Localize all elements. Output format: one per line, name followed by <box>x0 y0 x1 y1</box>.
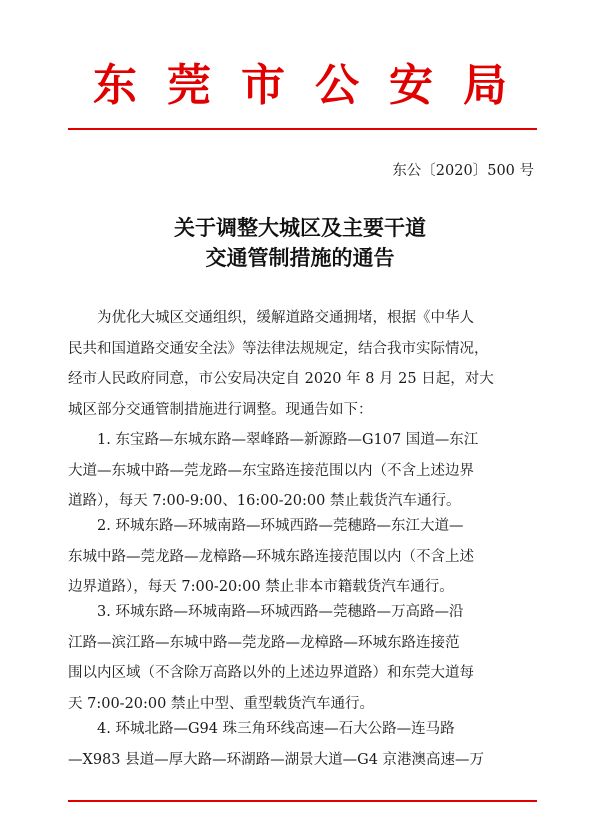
text-line: 天 7:00-20:00 禁止中型、重型载货汽车通行。 <box>68 695 374 712</box>
text-line: 围以内区域（不含除万高路以外的上述边界道路）和东莞大道每 <box>68 665 474 681</box>
document-number: 东公〔2020〕500 号 <box>392 163 534 179</box>
item-4-paragraph <box>68 714 541 775</box>
item-3-paragraph <box>68 597 541 719</box>
text-line: 4. 环城北路—G94 珠三角环线高速—石大公路—连马路 <box>68 721 455 737</box>
text-line: 道路），每天 7:00-9:00、16:00-20:00 禁止载货汽车通行。 <box>68 493 461 509</box>
document-title-line-2: 交通管制措施的通告 <box>205 245 395 270</box>
text-line: 为优化大城区交通组织，缓解道路交通拥堵，根据《中华人 <box>68 310 474 326</box>
text-line: 城区部分交通管制措施进行调整。现通告如下： <box>68 401 373 418</box>
header-red-rule <box>68 128 537 130</box>
text-line: 1. 东宝路—东城东路—翠峰路—新源路—G107 国道—东江 <box>68 432 479 448</box>
text-line: 民共和国道路交通安全法》等法律法规规定，结合我市实际情况， <box>68 340 489 357</box>
text-line: 江路—滨江路—东城中路—莞龙路—龙樟路—环城东路连接范 <box>68 634 460 651</box>
text-line: 大道—东城中路—莞龙路—东宝路连接范围以内（不含上述边界 <box>68 462 474 479</box>
intro-paragraph <box>68 303 541 425</box>
item-1-paragraph <box>68 425 541 517</box>
text-line: 东城中路—莞龙路—龙樟路—环城东路连接范围以内（不含上述 <box>68 548 474 565</box>
text-line: 经市人民政府同意，市公安局决定自 2020 年 8 月 25 日起，对大 <box>68 371 494 387</box>
organization-header: 东莞市公安局 <box>93 60 537 111</box>
footer-red-rule <box>68 800 537 802</box>
text-line: 3. 环城东路—环城南路—环城西路—莞穗路—万高路—沿 <box>68 604 464 620</box>
document-title-line-1: 关于调整大城区及主要干道 <box>174 215 426 240</box>
text-line: 边界道路），每天 7:00-20:00 禁止非本市籍载货汽车通行。 <box>68 579 454 595</box>
text-line: —X983 县道—厚大路—环湖路—湖景大道—G4 京港澳高速—万 <box>68 751 485 768</box>
text-line: 2. 环城东路—环城南路—环城西路—莞穗路—东江大道— <box>68 518 464 534</box>
item-2-paragraph <box>68 511 541 603</box>
